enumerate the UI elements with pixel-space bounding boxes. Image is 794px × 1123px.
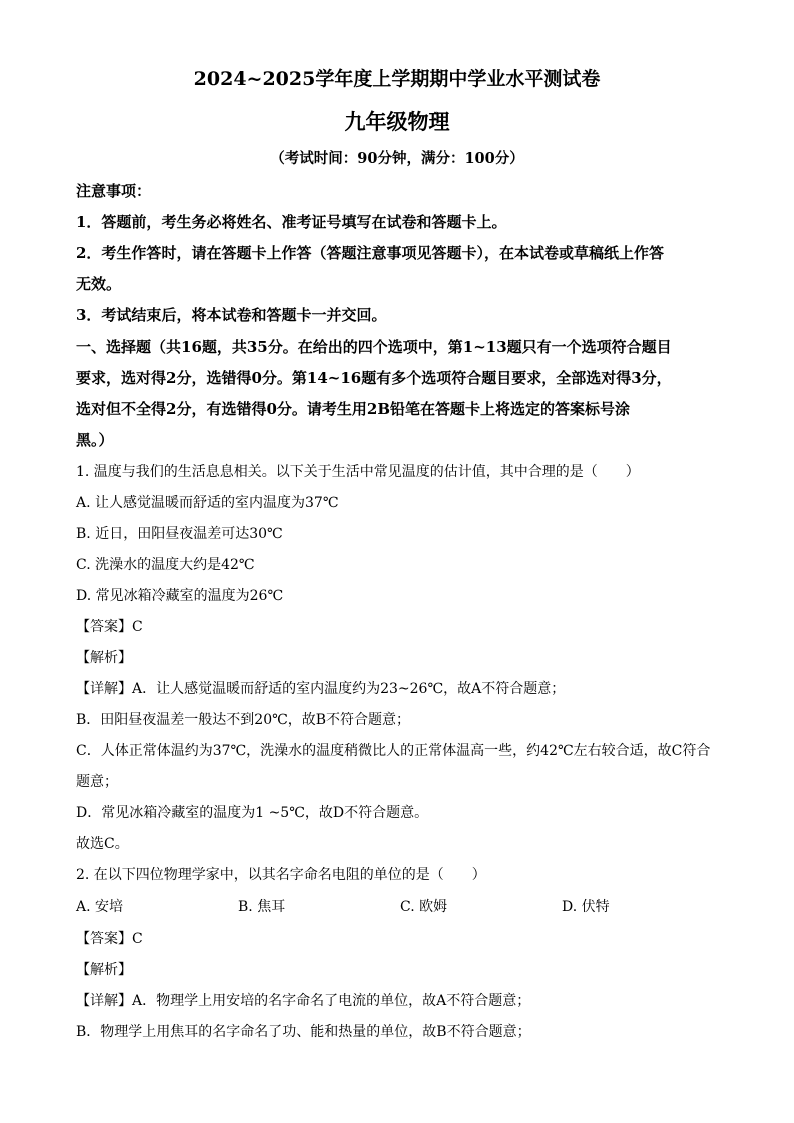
exam-title: 2024~2025学年度上学期期中学业水平测试卷 bbox=[193, 68, 601, 90]
notice-item: 2．考生作答时，请在答题卡上作答（答题注意事项见答题卡），在本试卷或草稿纸上作答 bbox=[76, 244, 664, 262]
detail-line: B．物理学上用焦耳的名字命名了功、能和热量的单位，故B不符合题意； bbox=[76, 1024, 531, 1040]
detail-line: D．常见冰箱冷藏室的温度为1 ~5℃，故D不符合题意。 bbox=[76, 805, 429, 821]
analysis-label: 【解析】 bbox=[76, 650, 132, 666]
option-d: D. 常见冰箱冷藏室的温度为26℃ bbox=[76, 588, 284, 604]
exam-info: （考试时间：90分钟，满分：100分） bbox=[270, 150, 524, 167]
detail-line: 题意； bbox=[76, 774, 118, 790]
notice-item: 1．答题前，考生务必将姓名、准考证号填写在试卷和答题卡上。 bbox=[76, 213, 507, 231]
notice-heading: 注意事项： bbox=[76, 182, 152, 200]
detail-line: C．人体正常体温约为37℃，洗澡水的温度稍微比人的正常体温高一些，约42℃左右较合适，故C符合 bbox=[76, 743, 711, 759]
answer-label: 【答案】C bbox=[76, 619, 143, 635]
option-b: B. 焦耳 bbox=[238, 899, 286, 915]
analysis-label: 【解析】 bbox=[76, 962, 132, 978]
notice-item: 无效。 bbox=[76, 275, 122, 293]
section-instruction: 选对但不全得2分，有选错得0分。请考生用2B铅笔在答题卡上将选定的答案标号涂 bbox=[76, 400, 630, 418]
detail-line: 【详解】A．让人感觉温暖而舒适的室内温度约为23~26℃，故A不符合题意； bbox=[76, 681, 566, 697]
option-d: D. 伏特 bbox=[562, 899, 610, 915]
notice-item: 3．考试结束后，将本试卷和答题卡一并交回。 bbox=[76, 306, 387, 324]
question-stem: 1. 温度与我们的生活息息相关。以下关于生活中常见温度的估计值，其中合理的是（ ） bbox=[76, 464, 640, 480]
option-a: A. 安培 bbox=[76, 899, 124, 915]
detail-line: B．田阳昼夜温差一般达不到20℃，故B不符合题意； bbox=[76, 712, 411, 728]
answer-label: 【答案】C bbox=[76, 931, 143, 947]
question-stem: 2. 在以下四位物理学家中，以其名字命名电阻的单位的是（ ） bbox=[76, 867, 486, 883]
exam-subject: 九年级物理 bbox=[344, 109, 450, 134]
detail-line: 【详解】A．物理学上用安培的名字命名了电流的单位，故A不符合题意； bbox=[76, 993, 531, 1009]
detail-line: 故选C。 bbox=[76, 836, 129, 852]
option-c: C. 欧姆 bbox=[400, 899, 448, 915]
section-instruction: 黑。） bbox=[76, 431, 114, 449]
option-a: A. 让人感觉温暖而舒适的室内温度为37℃ bbox=[76, 495, 339, 511]
option-c: C. 洗澡水的温度大约是42℃ bbox=[76, 557, 255, 573]
section-instruction: 一、选择题（共16题，共35分。在给出的四个选项中，第1~13题只有一个选项符合题目 bbox=[76, 338, 672, 356]
section-instruction: 要求，选对得2分，选错得0分。第14~16题有多个选项符合题目要求，全部选对得3分， bbox=[76, 369, 672, 387]
option-b: B. 近日，田阳昼夜温差可达30℃ bbox=[76, 526, 283, 542]
